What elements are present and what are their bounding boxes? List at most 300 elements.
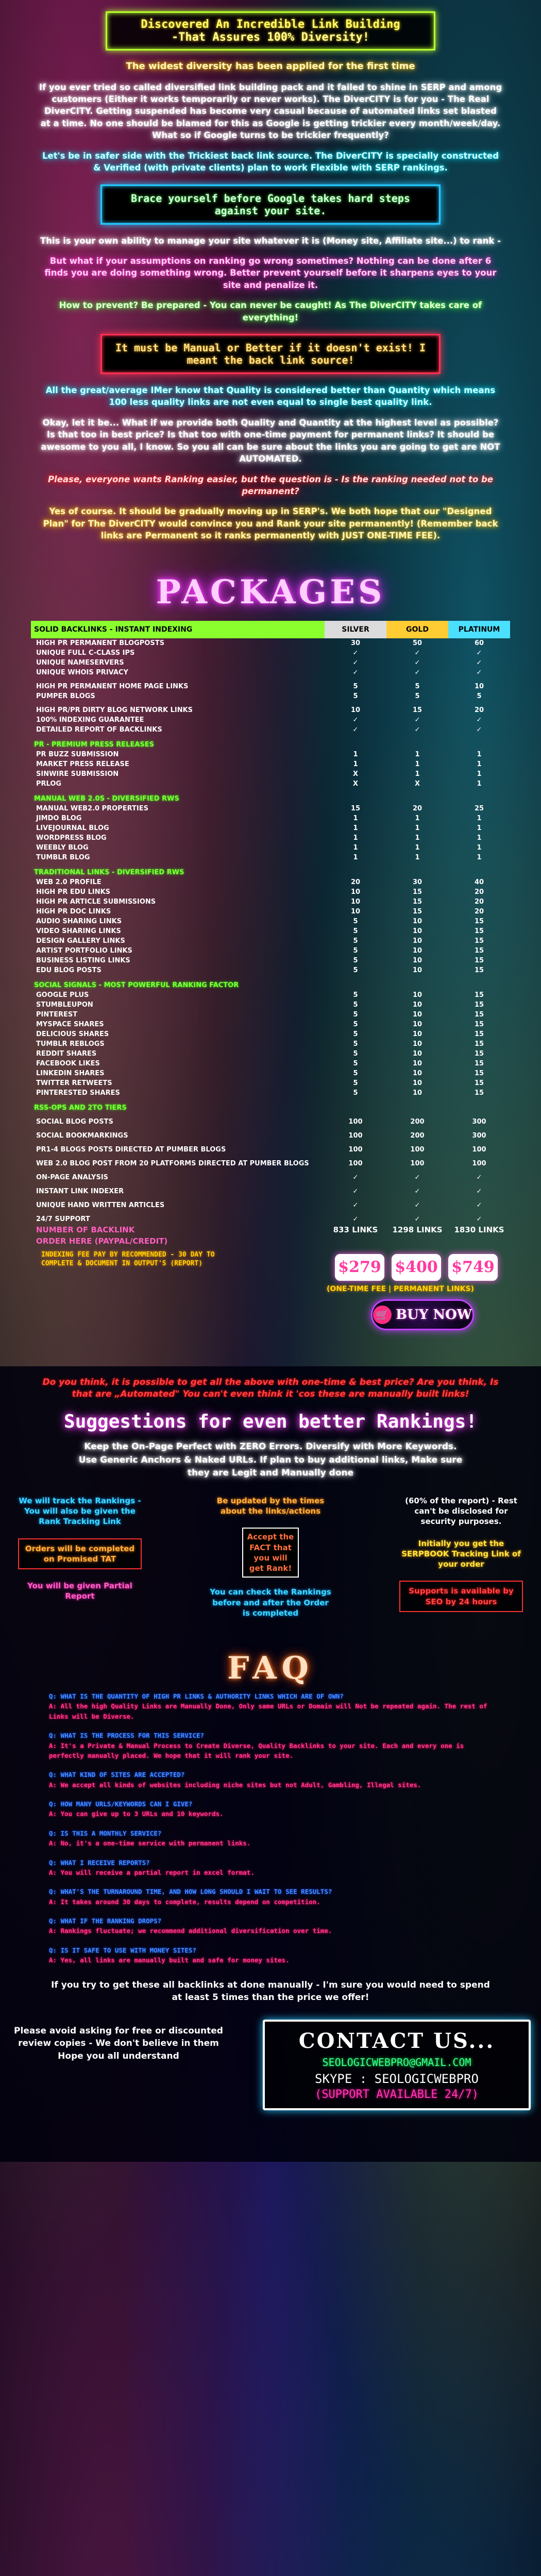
support-hours: (SUPPORT AVAILABLE 24/7) [315,2088,479,2101]
feature-name: PUMPER BLOGS [36,692,95,700]
table-row [31,1173,510,1182]
rank-tracking-note: We will track the Rankings - You will also be given the Rank Tracking Link [19,1496,141,1527]
platinum-value: 1 [477,779,482,788]
intro-paragraph-2: Let's be in safer side with the Trickiest back link source. The DiverCITY is specially constructed & Verified (with private clients) plan to work Flexible with SERP rankings. [42,150,499,173]
row-spacer [31,1196,510,1200]
gold-value: X [414,779,420,788]
platinum-value: 1 [477,760,482,768]
cart-icon: 🛒 [373,1306,392,1324]
gold-value: 1 [415,814,420,822]
silver-value: 5 [353,917,358,925]
table-row [31,648,510,658]
faq-item [49,1945,492,1965]
platinum-value: 15 [474,1049,484,1058]
platinum-value: 300 [472,1117,486,1126]
platinum-value: 15 [474,1010,484,1019]
table-row [31,1059,510,1069]
faq-item [49,1916,492,1936]
silver-value: 100 [348,1159,363,1167]
feature-name: UNIQUE HAND WRITTEN ARTICLES [36,1201,165,1209]
feature-name: ARTIST PORTFOLIO LINKS [36,946,132,955]
platinum-value: 15 [474,966,484,974]
feature-name: PINTEREST [36,1010,78,1019]
gold-value: 10 [412,1089,422,1097]
feature-name: STUMBLEUPON [36,1001,93,1009]
gold-value: ✓ [414,668,420,676]
silver-value: 10 [350,907,361,916]
contact-email-link[interactable]: SEOLOGICWEBPRO@GMAIL.COM [322,2056,471,2069]
gold-value: 15 [412,907,422,916]
platinum-value: ✓ [476,649,482,657]
silver-value: 5 [353,927,358,935]
contact-title: CONTACT US... [298,2028,495,2053]
gold-total: 1298 LINKS [392,1225,443,1234]
table-row [31,917,510,926]
feature-name: MARKET PRESS RELEASE [36,760,129,768]
silver-value: 5 [353,937,358,945]
gold-value: ✓ [414,658,420,667]
faq-question: Q: WHAT IS THE QUANTITY OF HIGH PR LINKS & AUTHORITY LINKS WHICH ARE OF OWN? [49,1692,344,1701]
packages-title: PACKAGES [156,572,385,612]
silver-value: 10 [350,706,361,714]
hero-subtitle: -That Assures 100% Diversity! [171,31,370,44]
table-row [31,907,510,917]
table-row [31,1145,510,1155]
gold-value: ✓ [414,649,420,657]
faq-answer: A: It's a Private & Manual Process to Create Diverse, Quality Backlinks to your site. Each and every one is perfectly manually placed. We hope that it will rank your site. [49,1741,464,1759]
gold-value: ✓ [414,1187,420,1195]
silver-value: X [352,770,359,778]
feature-name: PR1-4 BLOGS POSTS DIRECTED AT PUMBER BLOGS [36,1145,226,1154]
silver-value: 1 [353,750,358,758]
feature-name: GOOGLE PLUS [36,991,89,999]
silver-value: 100 [348,1131,363,1140]
table-row [31,965,510,975]
gold-value: ✓ [414,716,420,724]
silver-value: 1 [353,834,358,842]
platinum-value: ✓ [476,1215,482,1223]
serpbook-note: Initially you get the SERPBOOK Tracking Link of your order [401,1538,521,1569]
table-row [31,759,510,769]
gold-value: 20 [412,804,422,812]
gold-value: 10 [412,1069,422,1077]
totals-label: NUMBER OF BACKLINK [36,1225,135,1234]
feature-name: PR BUZZ SUBMISSION [36,750,119,758]
table-row [31,1117,510,1127]
feature-name: HIGH PR PERMANENT BLOGPOSTS [36,639,164,647]
table-row [31,1020,510,1029]
silver-value: ✓ [352,1215,359,1223]
feature-name: DESIGN GALLERY LINKS [36,937,125,945]
gold-value: 200 [410,1117,425,1126]
price-gold-button[interactable]: $400 [392,1254,441,1281]
feature-name: WORDPRESS BLOG [36,834,107,842]
gold-value: 10 [412,1040,422,1048]
silver-value: 10 [350,897,361,906]
section-header [31,789,510,804]
faq-answer: A: Yes, all links are manually built and safe for money sites. [49,1956,290,1964]
gold-value: 1 [415,770,420,778]
price-platinum-button[interactable]: $749 [448,1254,498,1281]
review-copy-note: Please avoid asking for free or discounted review copies - We don't believe in them Hope you all understand [14,2025,223,2062]
faq-question: Q: WHAT KIND OF SITES ARE ACCEPTED? [49,1771,185,1779]
row-spacer [31,1210,510,1214]
table-row [31,668,510,677]
platinum-value: 1 [477,853,482,861]
row-spacer [31,1182,510,1187]
table-row [31,823,510,833]
silver-value: 15 [350,804,361,812]
table-row [31,1200,510,1210]
support-note: Supports is available by SEO by 24 hours [399,1581,523,1612]
gold-value: 10 [412,917,422,925]
feature-name: LIVEJOURNAL BLOG [36,824,109,832]
faq-question: Q: WHAT IS THE PROCESS FOR THIS SERVICE? [49,1732,205,1740]
body-section [39,384,502,542]
platinum-value: 20 [474,888,484,896]
silver-value: ✓ [352,1173,359,1181]
platinum-value: ✓ [476,1173,482,1181]
feature-name: DELICIOUS SHARES [36,1030,109,1038]
section-header [31,1098,510,1113]
col-header-silver: SILVER [325,621,386,638]
faq-answer: A: Rankings fluctuate; we recommend additional diversification over time. [49,1927,332,1935]
faq-item [49,1858,492,1878]
faq-item [49,1799,492,1819]
report-percent-note: (60% of the report) - Rest can't be disclosed for security purposes. [405,1496,517,1527]
table-row [31,853,510,862]
table-row [31,769,510,779]
gold-value: 10 [412,1001,422,1009]
platinum-value: 15 [474,1069,484,1077]
faq-list [49,1691,492,1965]
silver-value: 1 [353,853,358,861]
fact-box: Accept the FACT that you will get Rank! [242,1528,299,1578]
hero-title: Discovered An Incredible Link Building [141,18,400,31]
platinum-value: 15 [474,1030,484,1038]
faq-answer: A: You will receive a partial report in excel format. [49,1868,255,1876]
feature-name: VIDEO SHARING LINKS [36,927,121,935]
gold-value: 1 [415,834,420,842]
gold-value: ✓ [414,725,420,734]
table-row [31,725,510,735]
gold-value: 10 [412,1049,422,1058]
gold-value: 10 [412,927,422,935]
feature-name: INSTANT LINK INDEXER [36,1187,124,1195]
faq-question: Q: IS THIS A MONTHLY SERVICE? [49,1829,162,1837]
row-spacer [31,1141,510,1145]
feature-name: WEB 2.0 BLOG POST FROM 20 PLATFORMS DIRECTED AT PUMBER BLOGS [36,1159,309,1167]
platinum-value: 1 [477,824,482,832]
mid-section [39,235,502,324]
platinum-value: 40 [474,878,484,886]
tat-note: Orders will be completed on Promised TAT [18,1538,142,1570]
gold-value: 10 [412,946,422,955]
table-row [31,1069,510,1078]
gold-value: 10 [412,956,422,964]
feature-name: HIGH PR ARTICLE SUBMISSIONS [36,897,156,906]
faq-question: Q: HOW MANY URLS/KEYWORDS CAN I GIVE? [49,1800,193,1808]
col-header-feature: SOLID BACKLINKS - INSTANT INDEXING [31,621,325,638]
silver-value: 100 [348,1145,363,1154]
table-row [31,682,510,691]
gold-value: 10 [412,937,422,945]
silver-total: 833 LINKS [333,1225,378,1234]
faq-item [49,1691,492,1721]
platinum-value: 15 [474,1079,484,1087]
packages-table [31,621,510,1247]
feature-name: PRLOG [36,779,62,788]
platinum-value: 1 [477,750,482,758]
feature-name: TUMBLR BLOG [36,853,90,861]
feature-name: JIMDO BLOG [36,814,82,822]
platinum-value: 20 [474,897,484,906]
table-row [31,658,510,668]
contact-skype[interactable]: SKYPE : SEOLOGICWEBPRO [315,2071,479,2086]
platinum-value: 15 [474,991,484,999]
platinum-value: 15 [474,937,484,945]
section-header-label: PR - PREMIUM PRESS RELEASES [34,740,155,749]
table-row [31,990,510,1000]
table-row [31,1131,510,1141]
guarantee-column-1 [18,1496,142,1630]
buy-now-label: BUY NOW [396,1307,472,1323]
silver-value: 1 [353,824,358,832]
table-row [31,946,510,956]
gold-value: 10 [412,1079,422,1087]
feature-name: 100% INDEXING GUARANTEE [36,716,144,724]
platinum-value: 1 [477,843,482,852]
gold-value: 50 [412,639,422,647]
silver-value: 30 [350,639,361,647]
gold-value: 5 [415,682,420,690]
table-row [31,1214,510,1224]
table-row [31,877,510,887]
gold-value: 200 [410,1131,425,1140]
guarantee-column-3 [399,1496,523,1630]
silver-value: ✓ [352,668,359,676]
table-row [31,897,510,907]
table-row [31,715,510,725]
packages-section [31,568,510,1346]
silver-value: 1 [353,814,358,822]
silver-value: ✓ [352,716,359,724]
platinum-value: ✓ [476,716,482,724]
table-row [31,926,510,936]
partial-report-note: You will be given Partial Report [27,1581,132,1601]
section-header [31,975,510,990]
silver-value: 5 [353,966,358,974]
faq-answer: A: You can give up to 3 URLs and 10 keywords. [49,1810,224,1818]
faq-item [49,1770,492,1790]
gold-value: 100 [410,1159,425,1167]
row-spacer [31,1127,510,1131]
platinum-value: 1 [477,770,482,778]
platinum-value: ✓ [476,1201,482,1209]
platinum-value: 5 [477,692,482,700]
feature-name: TWITTER RETWEETS [36,1079,112,1087]
row-spacer [31,1113,510,1117]
suggestions-list: Keep the On-Page Perfect with ZERO Errors. Diversify with More Keywords. Use Generic Anchors & Naked URLs. If plan to buy additional links, Make sure they are Legit and Manually done [78,1442,463,1479]
gold-value: ✓ [414,1173,420,1181]
price-comparison-note: If you try to get these all backlinks at done manually - I'm sure you would need to spend at least 5 times than the price we offer! [51,1979,490,2003]
feature-name: BUSINESS LISTING LINKS [36,956,130,964]
gold-value: 10 [412,991,422,999]
gold-value: 1 [415,750,420,758]
faq-item [49,1731,492,1760]
totals-label: ORDER HERE (PAYPAL/CREDIT) [36,1236,168,1246]
platinum-value: 15 [474,946,484,955]
platinum-value: ✓ [476,725,482,734]
feature-name: WEB 2.0 PROFILE [36,878,102,886]
silver-value: 1 [353,760,358,768]
silver-value: 5 [353,682,358,690]
silver-value: ✓ [352,649,359,657]
faq-question: Q: WHAT'S THE TURNAROUND TIME, AND HOW LONG SHOULD I WAIT TO SEE RESULTS? [49,1888,332,1896]
faq-title: FAQ [227,1650,314,1687]
silver-value: 5 [353,1089,358,1097]
updates-note: Be updated by the times about the links/actions [216,1496,325,1516]
platinum-value: 25 [474,804,484,812]
silver-value: 5 [353,991,358,999]
section-header-label: SOCIAL SIGNALS - MOST POWERFUL RANKING FACTOR [34,981,239,989]
gold-value: 1 [415,853,420,861]
platinum-value: 300 [472,1131,486,1140]
intro-section [39,60,502,174]
platinum-value: ✓ [476,658,482,667]
body-paragraph-2: Okay, let it be... What if we provide both Quality and Quantity at the highest level as possible? Is that too in best price? Is that too with one-time payment for permanent links? It should be awesome to you all, I know. So you all can be sure about the links you are going to get are NOT AUTOMATED. [41,417,500,464]
table-row [31,750,510,759]
gold-value: 5 [415,692,420,700]
faq-item [49,1828,492,1849]
buy-now-button[interactable] [371,1299,474,1330]
platinum-value: 15 [474,1040,484,1048]
silver-value: 5 [353,1049,358,1058]
platinum-value: 100 [472,1159,486,1167]
feature-name: HIGH PR DOC LINKS [36,907,111,916]
gold-value: 1 [415,843,420,852]
silver-total [325,1235,386,1247]
silver-value: 10 [350,888,361,896]
row-spacer [31,701,510,705]
feature-name: UNIQUE NAMESERVERS [36,658,124,667]
table-row [31,779,510,789]
platinum-value: 15 [474,956,484,964]
gold-value: ✓ [414,1215,420,1223]
platinum-value: 10 [474,682,484,690]
faq-item [49,1887,492,1907]
table-row [31,1029,510,1039]
platinum-value: 20 [474,907,484,916]
feature-name: HIGH PR/PR DIRTY BLOG NETWORK LINKS [36,706,193,714]
gold-value: 100 [410,1145,425,1154]
gold-value: 30 [412,878,422,886]
table-row [31,1187,510,1196]
section-header-label: MANUAL WEB 2.0S - DIVERSIFIED RWS [34,794,179,803]
gold-value: 1 [415,760,420,768]
mid-paragraph-1: This is your own ability to manage your site whatever it is (Money site, Affiliate site...) to rank - [40,235,501,246]
platinum-value: 15 [474,927,484,935]
table-row [31,691,510,701]
table-row [31,833,510,843]
price-silver-button[interactable]: $279 [335,1254,384,1281]
platinum-value: 20 [474,706,484,714]
faq-question: Q: WHAT I RECEIVE REPORTS? [49,1858,150,1867]
platinum-value: 15 [474,1001,484,1009]
guarantee-column-2 [209,1496,332,1630]
platinum-value: 15 [474,1020,484,1028]
feature-name: WEEBLY BLOG [36,843,89,852]
silver-value: 1 [353,843,358,852]
silver-value: 100 [348,1117,363,1126]
platinum-value: 60 [474,639,484,647]
manual-question: Do you think, it is possible to get all the above with one-time & best price? Are you think, Is that are „Automated" You can't even think it 'cos these are manually built links! [42,1377,499,1400]
intro-tagline: The widest diversity has been applied for the first time [126,61,415,72]
platinum-value: 1 [477,814,482,822]
silver-value: 20 [350,878,361,886]
gold-value: 10 [412,1059,422,1067]
gold-value: 15 [412,897,422,906]
silver-value: 5 [353,1010,358,1019]
platinum-value: 15 [474,917,484,925]
table-row [31,804,510,814]
table-row [31,887,510,897]
feature-name: REDDIT SHARES [36,1049,97,1058]
gold-value: ✓ [414,1201,420,1209]
feature-name: HIGH PR PERMANENT HOME PAGE LINKS [36,682,189,690]
feature-name: AUDIO SHARING LINKS [36,917,122,925]
feature-name: UNIQUE FULL C-CLASS IPS [36,649,135,657]
feature-name: LINKEDIN SHARES [36,1069,105,1077]
faq-answer: A: All the high Quality Links are Manually Done, Only same URLs or Domain will Not be repeated again. The rest of Links will be Diverse. [49,1702,487,1720]
table-row [31,1088,510,1098]
gold-value: 10 [412,1030,422,1038]
feature-name: HIGH PR EDU LINKS [36,888,111,896]
section-header [31,735,510,750]
feature-name: MYSPACE SHARES [36,1020,104,1028]
table-row [31,1078,510,1088]
feature-name: MANUAL WEB2.0 PROPERTIES [36,804,148,812]
silver-value: 5 [353,1040,358,1048]
platinum-value: 15 [474,1059,484,1067]
silver-value: 5 [353,1079,358,1087]
silver-value: 5 [353,946,358,955]
silver-value: X [352,779,359,788]
totals-row [31,1235,510,1247]
body-paragraph-3: Please, everyone wants Ranking easier, but the question is - Is the ranking needed not to be permanent? [47,474,494,496]
silver-value: 5 [353,1069,358,1077]
feature-name: ON-PAGE ANALYSIS [36,1173,109,1181]
table-row [31,814,510,823]
body-paragraph-1: All the great/average IMer know that Quality is considered better than Quantity which means 100 less quality links are not even equal to single best quality link. [45,385,496,408]
table-row [31,1049,510,1059]
body-paragraph-4: Yes of course. It should be gradually moving up in SERP's. We both hope that our "Designed Plan" for The DiverCITY would convince you and Rank your site permanently! (Remember back links are Permanent so it ranks permanently with JUST ONE-TIME FEE). [43,506,498,541]
mid-paragraph-2: But what if your assumptions on ranking go wrong sometimes? Nothing can be done after 6 finds you are doing something wrong. Better prevent yourself before it sharpens eyes to your site and penalize it. [44,256,497,290]
row-spacer [31,1168,510,1173]
silver-value: ✓ [352,1201,359,1209]
faq-question: Q: WHAT IF THE RANKING DROPS? [49,1917,162,1925]
table-row [31,843,510,853]
gold-value: 15 [412,888,422,896]
table-row [31,705,510,715]
feature-name: DETAILED REPORT OF BACKLINKS [36,725,162,734]
indexing-note: INDEXING FEE PAY BY RECOMMENDED - 30 DAY TO COMPLETE & DOCUMENT IN OUTPUT'S (REPORT) [41,1250,215,1268]
col-header-platinum: PLATINUM [448,621,510,638]
silver-value: 5 [353,692,358,700]
suggestions-section [0,1366,541,2162]
table-row [31,1010,510,1020]
table-row [31,638,510,648]
